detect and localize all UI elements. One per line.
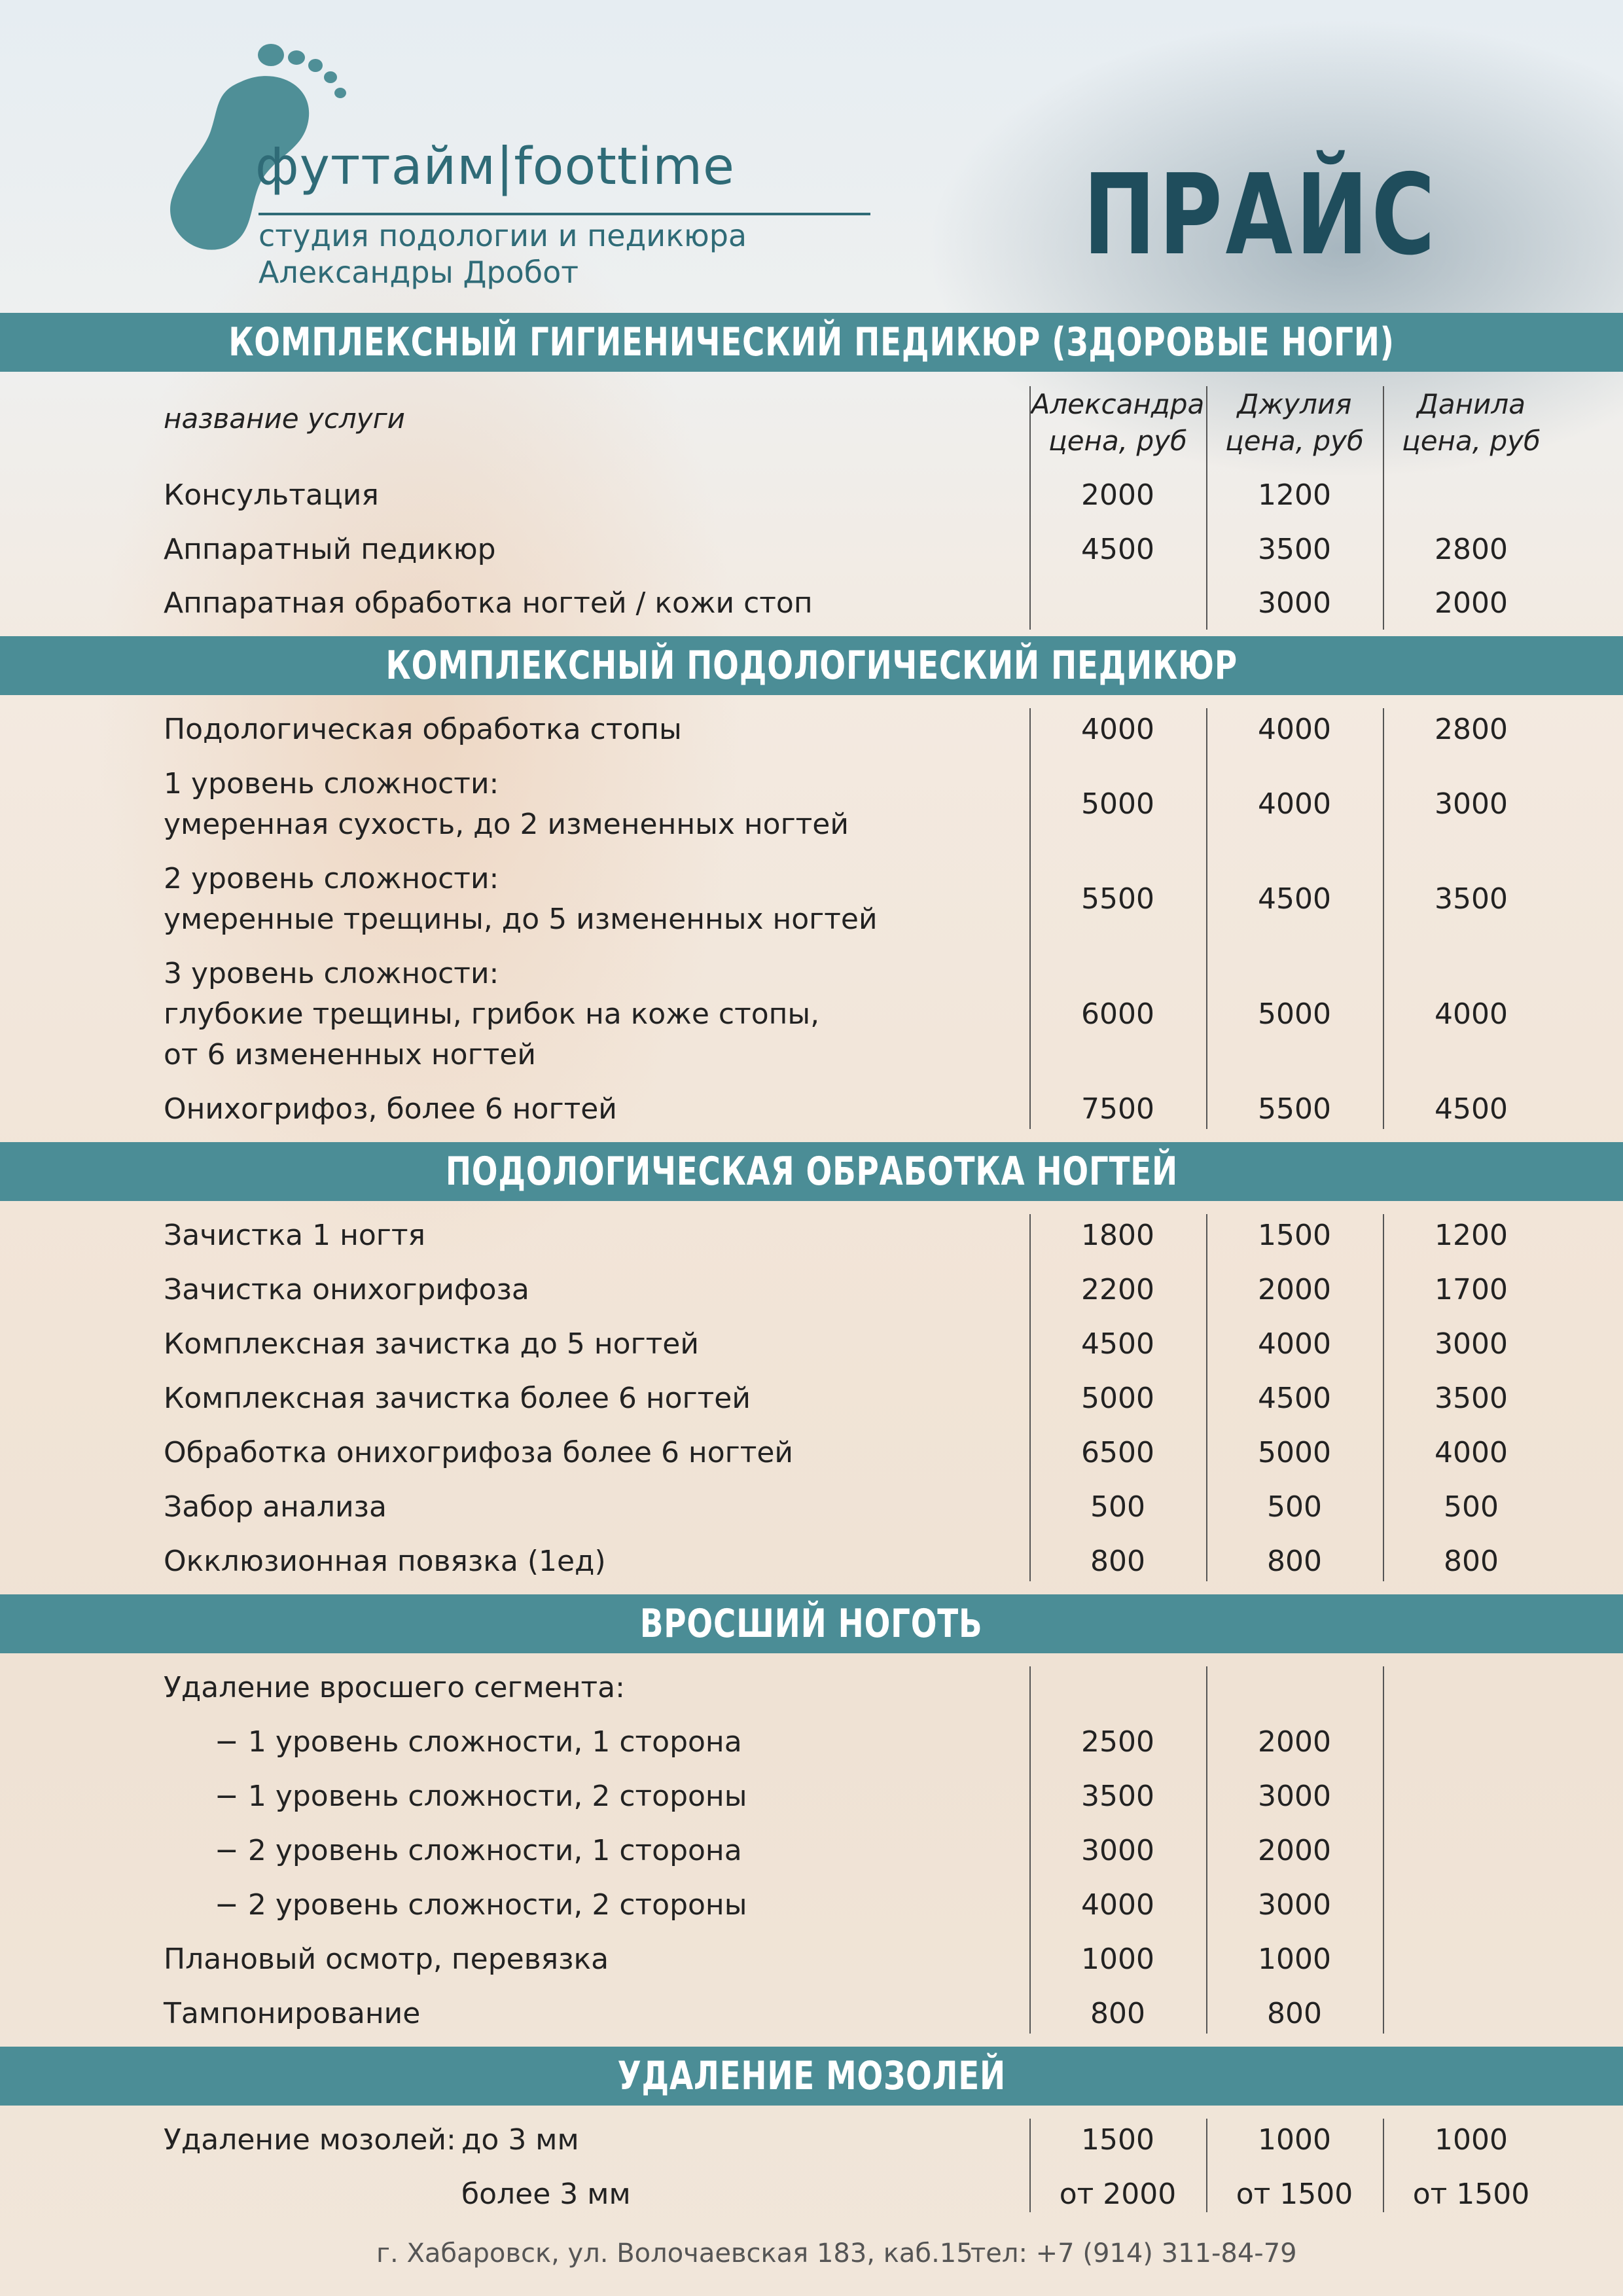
price-danila: 2000 — [1435, 586, 1508, 620]
service-name: − 1 уровень сложности, 2 стороны — [215, 1780, 747, 1813]
service-name: Зачистка 1 ногтя — [164, 1219, 425, 1252]
column-divider — [1383, 1666, 1384, 2034]
page-title: ПРАЙС — [1083, 151, 1438, 280]
price-julia: 3000 — [1258, 1888, 1331, 1922]
price-alexandra: 1000 — [1081, 1943, 1154, 1976]
price-danila: 3500 — [1435, 882, 1508, 916]
price-unit: цена, руб — [1402, 425, 1541, 457]
section-header-nails — [0, 1142, 1623, 1201]
price-alexandra: 5000 — [1081, 787, 1154, 821]
price-alexandra: 7500 — [1081, 1092, 1154, 1126]
price-alexandra: 3500 — [1081, 1780, 1154, 1813]
service-name: Удаление вросшего сегмента: — [164, 1671, 625, 1704]
master-name: Джулия — [1237, 388, 1352, 420]
price-alexandra: 2200 — [1081, 1273, 1154, 1306]
price-alexandra: 2000 — [1081, 478, 1154, 512]
price-danila: от 1500 — [1412, 2178, 1530, 2211]
service-name: Комплексная зачистка более 6 ногтей — [164, 1382, 751, 1415]
price-danila: 4000 — [1435, 997, 1508, 1031]
price-alexandra: 4500 — [1081, 533, 1154, 566]
price-julia: 1500 — [1258, 1219, 1331, 1252]
service-name: 2 уровень сложности: умеренные трещины, до 5 измененных ногтей — [164, 862, 878, 936]
price-julia: 800 — [1267, 1545, 1322, 1578]
service-name: 3 уровень сложности: глубокие трещины, грибок на коже стопы, от 6 измененных ногтей — [164, 957, 820, 1071]
service-name: − 1 уровень сложности, 1 сторона — [215, 1725, 742, 1759]
price-julia: 4500 — [1258, 882, 1331, 916]
brand-divider — [259, 213, 870, 215]
service-name: Онихогрифоз, более 6 ногтей — [164, 1092, 617, 1126]
brand-tagline — [259, 217, 747, 291]
service-name: Удаление мозолей: — [164, 2123, 456, 2157]
service-name: − 2 уровень сложности, 1 сторона — [215, 1834, 742, 1867]
tagline-line-1: студия подологии и педикюра — [259, 218, 747, 253]
price-julia: 5000 — [1258, 1436, 1331, 1469]
service-column-header: название услуги — [164, 403, 405, 435]
price-alexandra: 500 — [1090, 1490, 1145, 1524]
price-alexandra: 800 — [1090, 1545, 1145, 1578]
section-title: ВРОСШИЙ НОГОТЬ — [640, 1601, 983, 1647]
price-danila: 3500 — [1435, 1382, 1508, 1415]
service-name: Консультация — [164, 478, 379, 512]
price-alexandra: 1800 — [1081, 1219, 1154, 1252]
master-name: Александра — [1031, 388, 1205, 420]
service-name: Окклюзионная повязка (1ед) — [164, 1545, 606, 1578]
price-julia: 3000 — [1258, 1780, 1331, 1813]
section-header-calluses — [0, 2047, 1623, 2106]
section-header-hygienic — [0, 313, 1623, 372]
section-title: УДАЛЕНИЕ МОЗОЛЕЙ — [617, 2053, 1006, 2099]
price-julia: 3000 — [1258, 586, 1331, 620]
price-danila: 3000 — [1435, 787, 1508, 821]
price-alexandra: 6000 — [1081, 997, 1154, 1031]
service-name: Тампонирование — [164, 1997, 421, 2030]
price-julia: 1200 — [1258, 478, 1331, 512]
price-alexandra: 4000 — [1081, 1888, 1154, 1922]
brand-name: футтайм|foottime — [255, 137, 736, 196]
tagline-line-2: Александры Дробот — [259, 255, 579, 290]
price-julia: от 1500 — [1236, 2178, 1353, 2211]
column-header-julia — [1206, 386, 1383, 459]
price-julia: 5000 — [1258, 997, 1331, 1031]
price-alexandra: 2500 — [1081, 1725, 1154, 1759]
service-name: − 2 уровень сложности, 2 стороны — [215, 1888, 747, 1922]
price-julia: 4000 — [1258, 787, 1331, 821]
price-julia: 2000 — [1258, 1834, 1331, 1867]
price-alexandra: 5000 — [1081, 1382, 1154, 1415]
service-variant: более 3 мм — [461, 2178, 631, 2211]
price-julia: 1000 — [1258, 2123, 1331, 2157]
price-danila: 2800 — [1435, 713, 1508, 746]
price-julia: 2000 — [1258, 1273, 1331, 1306]
price-julia: 3500 — [1258, 533, 1331, 566]
price-danila: 1700 — [1435, 1273, 1508, 1306]
price-julia: 2000 — [1258, 1725, 1331, 1759]
price-julia: 500 — [1267, 1490, 1322, 1524]
studio-phone: тел: +7 (914) 311-84-79 — [971, 2238, 1297, 2269]
service-name: Обработка онихогрифоза более 6 ногтей — [164, 1436, 794, 1469]
section-title: КОМПЛЕКСНЫЙ ГИГИЕНИЧЕСКИЙ ПЕДИКЮР (ЗДОРОВЫЕ НОГИ) — [228, 319, 1395, 365]
price-julia: 800 — [1267, 1997, 1322, 2030]
studio-address: г. Хабаровск, ул. Волочаевская 183, каб.15 — [376, 2238, 973, 2269]
section-title: ПОДОЛОГИЧЕСКАЯ ОБРАБОТКА НОГТЕЙ — [445, 1149, 1178, 1194]
price-danila: 800 — [1444, 1545, 1499, 1578]
price-alexandra: 1500 — [1081, 2123, 1154, 2157]
studio-logo — [164, 39, 747, 301]
section-title: КОМПЛЕКСНЫЙ ПОДОЛОГИЧЕСКИЙ ПЕДИКЮР — [385, 643, 1238, 689]
price-alexandra: 6500 — [1081, 1436, 1154, 1469]
service-name: Зачистка онихогрифоза — [164, 1273, 529, 1306]
price-alexandra: 4000 — [1081, 713, 1154, 746]
price-alexandra: 4500 — [1081, 1327, 1154, 1361]
price-danila: 500 — [1444, 1490, 1499, 1524]
master-name: Данила — [1417, 388, 1525, 420]
price-danila: 3000 — [1435, 1327, 1508, 1361]
section-header-ingrown — [0, 1594, 1623, 1653]
price-alexandra: 5500 — [1081, 882, 1154, 916]
price-unit: цена, руб — [1048, 425, 1187, 457]
price-unit: цена, руб — [1225, 425, 1364, 457]
service-name: Аппаратный педикюр — [164, 533, 496, 566]
service-name: 1 уровень сложности: умеренная сухость, до 2 измененных ногтей — [164, 767, 849, 841]
price-julia: 4500 — [1258, 1382, 1331, 1415]
price-alexandra: 3000 — [1081, 1834, 1154, 1867]
service-name: Плановый осмотр, перевязка — [164, 1943, 609, 1976]
column-header-danila — [1383, 386, 1560, 459]
price-julia: 1000 — [1258, 1943, 1331, 1976]
price-alexandra: от 2000 — [1059, 2178, 1177, 2211]
service-name: Комплексная зачистка до 5 ногтей — [164, 1327, 699, 1361]
service-variant: до 3 мм — [461, 2123, 579, 2157]
price-danila: 2800 — [1435, 533, 1508, 566]
price-danila: 1000 — [1435, 2123, 1508, 2157]
service-name: Аппаратная обработка ногтей / кожи стоп — [164, 586, 813, 620]
service-name: Подологическая обработка стопы — [164, 713, 682, 746]
service-name: Забор анализа — [164, 1490, 387, 1524]
column-header-alexandra — [1029, 386, 1206, 459]
price-julia: 4000 — [1258, 713, 1331, 746]
price-danila: 4000 — [1435, 1436, 1508, 1469]
price-julia: 4000 — [1258, 1327, 1331, 1361]
price-danila: 4500 — [1435, 1092, 1508, 1126]
price-julia: 5500 — [1258, 1092, 1331, 1126]
price-danila: 1200 — [1435, 1219, 1508, 1252]
price-alexandra: 800 — [1090, 1997, 1145, 2030]
section-header-podology — [0, 636, 1623, 695]
